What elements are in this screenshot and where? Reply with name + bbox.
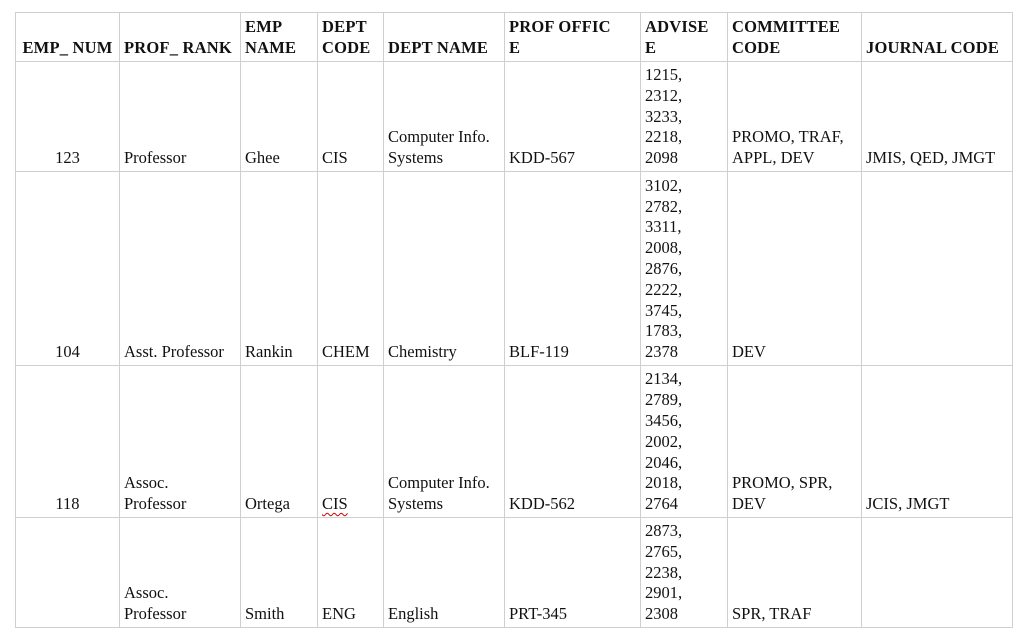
prof-rank-cell: Assoc. Professor bbox=[120, 518, 241, 628]
table-row bbox=[16, 366, 1013, 518]
dept-name-cell: English bbox=[384, 518, 505, 628]
table-row bbox=[16, 62, 1013, 172]
header-emp-name: EMP NAME bbox=[241, 13, 318, 62]
emp-name-cell: Ortega bbox=[241, 366, 318, 518]
committee-code-cell: PROMO, TRAF, APPL, DEV bbox=[728, 62, 862, 172]
advisee-cell: 3102, 2782, 3311, 2008, 2876, 2222, 3745, 1783, 2378 bbox=[641, 172, 728, 366]
advisee-cell: 1215, 2312, 3233, 2218, 2098 bbox=[641, 62, 728, 172]
emp-num-cell: 123 bbox=[16, 62, 120, 172]
header-journal-code: JOURNAL CODE bbox=[862, 13, 1013, 62]
prof-rank-cell: Assoc. Professor bbox=[120, 366, 241, 518]
header-committee-code: COMMITTEE CODE bbox=[728, 13, 862, 62]
emp-name-cell: Smith bbox=[241, 518, 318, 628]
journal-code-cell: JCIS, JMGT bbox=[862, 366, 1013, 518]
prof-office-cell: KDD-567 bbox=[505, 62, 641, 172]
header-emp-num: EMP_ NUM bbox=[16, 13, 120, 62]
journal-code-cell bbox=[862, 172, 1013, 366]
dept-code-cell: ENG bbox=[318, 518, 384, 628]
dept-name-cell: Computer Info. Systems bbox=[384, 62, 505, 172]
emp-name-cell: Rankin bbox=[241, 172, 318, 366]
prof-rank-cell: Professor bbox=[120, 62, 241, 172]
professor-table bbox=[15, 12, 1013, 628]
prof-office-cell: BLF-119 bbox=[505, 172, 641, 366]
dept-code-cell bbox=[318, 366, 384, 518]
prof-rank-cell: Asst. Professor bbox=[120, 172, 241, 366]
dept-code-cell: CHEM bbox=[318, 172, 384, 366]
committee-code-cell: DEV bbox=[728, 172, 862, 366]
misspelled-word-mark: CIS bbox=[322, 494, 348, 514]
dept-name-cell: Chemistry bbox=[384, 172, 505, 366]
emp-num-cell: 104 bbox=[16, 172, 120, 366]
header-dept-code: DEPT CODE bbox=[318, 13, 384, 62]
header-advisee: ADVISE E bbox=[641, 13, 728, 62]
committee-code-cell: SPR, TRAF bbox=[728, 518, 862, 628]
header-prof-office: PROF OFFIC E bbox=[505, 13, 641, 62]
prof-office-cell: PRT-345 bbox=[505, 518, 641, 628]
advisee-cell: 2134, 2789, 3456, 2002, 2046, 2018, 2764 bbox=[641, 366, 728, 518]
header-prof-rank: PROF_ RANK bbox=[120, 13, 241, 62]
committee-code-cell: PROMO, SPR, DEV bbox=[728, 366, 862, 518]
journal-code-cell bbox=[862, 518, 1013, 628]
header-dept-name: DEPT NAME bbox=[384, 13, 505, 62]
table-row bbox=[16, 518, 1013, 628]
emp-name-cell: Ghee bbox=[241, 62, 318, 172]
dept-code-cell: CIS bbox=[318, 62, 384, 172]
header-row bbox=[16, 13, 1013, 62]
dept-name-cell: Computer Info. Systems bbox=[384, 366, 505, 518]
emp-num-cell: 118 bbox=[16, 366, 120, 518]
table-row bbox=[16, 172, 1013, 366]
prof-office-cell: KDD-562 bbox=[505, 366, 641, 518]
advisee-cell: 2873, 2765, 2238, 2901, 2308 bbox=[641, 518, 728, 628]
journal-code-cell: JMIS, QED, JMGT bbox=[862, 62, 1013, 172]
emp-num-cell bbox=[16, 518, 120, 628]
